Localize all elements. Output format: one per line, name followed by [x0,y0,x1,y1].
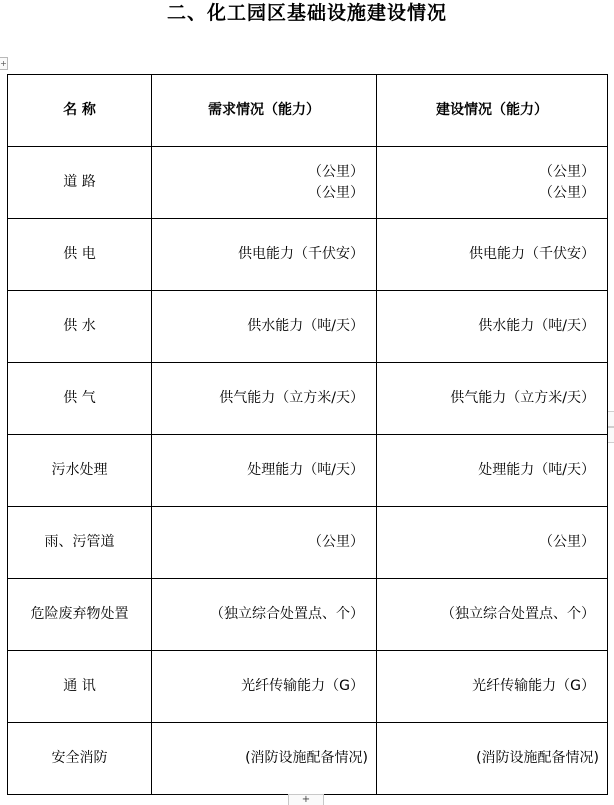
demand-cell [152,219,377,291]
construction-cell [377,363,608,435]
row-name: 供 电 [8,219,152,291]
add-row-handle[interactable]: + [288,794,324,805]
construction-cell [377,507,608,579]
table-row [8,507,608,579]
table-row [8,219,608,291]
row-name: 危险废弃物处置 [8,579,152,651]
header-name: 名 称 [8,75,152,147]
demand-cell [152,147,377,219]
table-header-row [8,75,608,147]
demand-value: 供电能力（千伏安） [238,246,364,262]
row-name: 供 气 [8,363,152,435]
construction-cell [377,291,608,363]
demand-value: 光纤传输能力（G） [241,678,364,694]
table-row [8,651,608,723]
construction-value: （公里） [539,184,595,201]
demand-value: 处理能力（吨/天） [247,462,364,478]
construction-cell [377,147,608,219]
demand-value: （独立综合处置点、个） [210,606,364,622]
demand-value: （公里） [308,534,364,550]
row-name: 安全消防 [8,723,152,795]
construction-value: 光纤传输能力（G） [472,678,595,694]
construction-value: （公里） [539,163,595,180]
table-row [8,723,608,795]
row-name: 污水处理 [8,435,152,507]
construction-value: 处理能力（吨/天） [478,462,595,478]
row-name: 供 水 [8,291,152,363]
demand-value: (消防设施配备情况) [245,750,368,766]
header-construction: 建设情况（能力） [377,75,608,147]
demand-cell [152,507,377,579]
demand-cell [152,723,377,795]
demand-cell [152,579,377,651]
document-title: 二、化工园区基础设施建设情况 [166,2,447,24]
table-row [8,579,608,651]
demand-cell [152,435,377,507]
header-demand: 需求情况（能力） [152,75,377,147]
row-name: 通 讯 [8,651,152,723]
construction-value: （公里） [539,534,595,550]
demand-cell [152,651,377,723]
construction-cell [377,651,608,723]
row-resize-handle[interactable] [607,411,614,427]
table-move-handle[interactable]: + [0,59,7,68]
table-row [8,363,608,435]
construction-cell [377,723,608,795]
table-row [8,147,608,219]
construction-value: 供电能力（千伏安） [469,246,595,262]
construction-cell [377,579,608,651]
row-name: 雨、污管道 [8,507,152,579]
row-resize-handle[interactable] [607,427,614,443]
demand-value: 供水能力（吨/天） [247,318,364,334]
demand-value: （公里） [308,184,364,201]
construction-value: 供水能力（吨/天） [478,318,595,334]
construction-value: （独立综合处置点、个） [441,606,595,622]
construction-cell [377,435,608,507]
table-row [8,291,608,363]
demand-cell [152,291,377,363]
row-name: 道 路 [8,147,152,219]
table-row [8,435,608,507]
construction-value: 供气能力（立方米/天） [450,390,595,406]
demand-value: （公里） [308,163,364,180]
infrastructure-table [7,74,608,795]
demand-cell [152,363,377,435]
construction-cell [377,219,608,291]
construction-value: (消防设施配备情况) [476,750,599,766]
demand-value: 供气能力（立方米/天） [219,390,364,406]
